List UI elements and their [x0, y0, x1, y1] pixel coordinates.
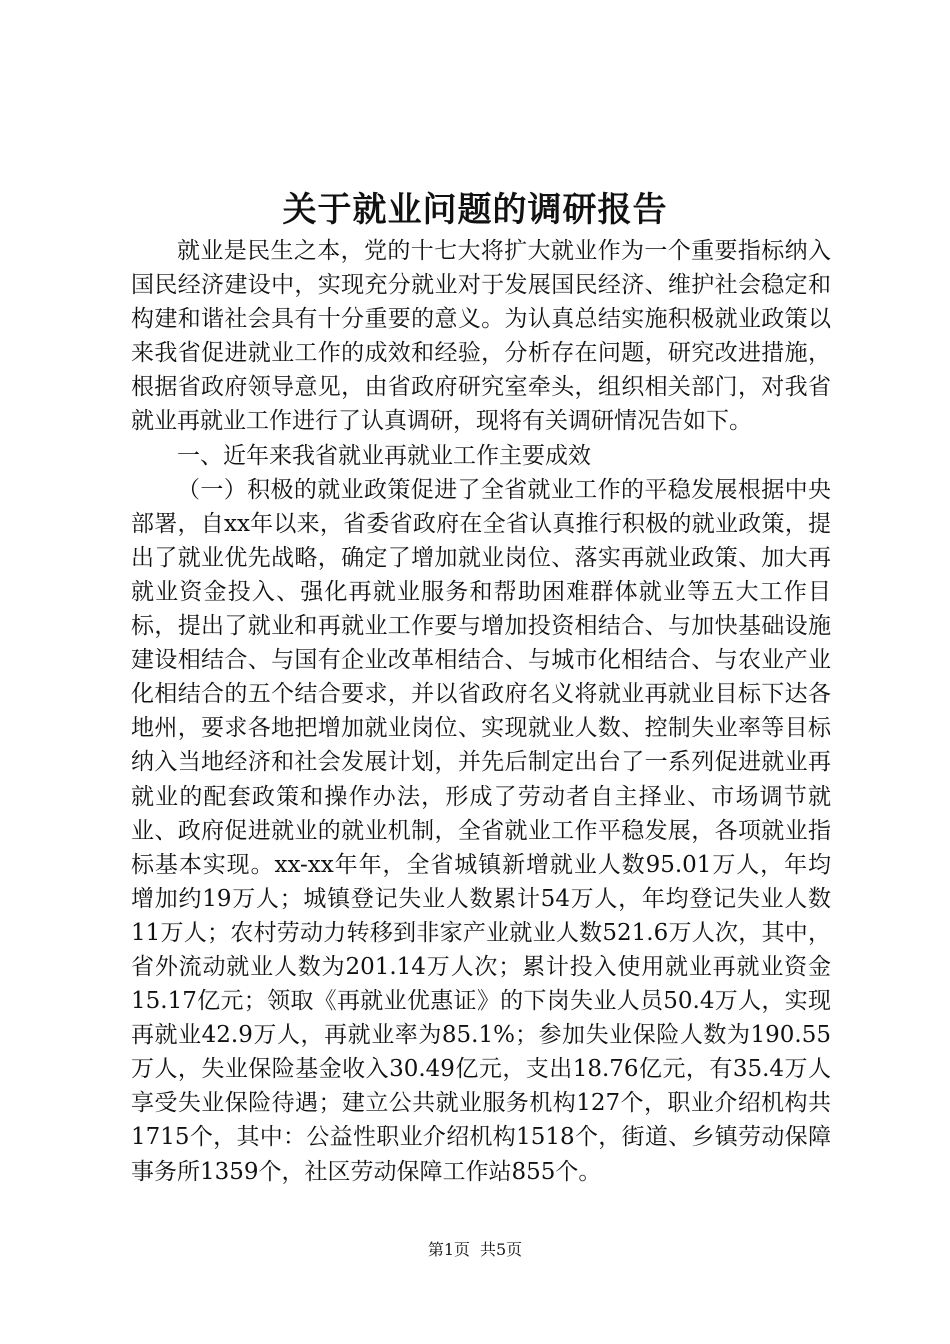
section-heading: 一、近年来我省就业再就业工作主要成效 — [177, 442, 591, 469]
page-number: 第1页 — [427, 1240, 470, 1259]
page-footer — [0, 1238, 950, 1262]
body-paragraph: （一）积极的就业政策促进了全省就业工作的平稳发展根据中央部署，自xx年以来，省委省政府在全省认真推行积极的就业政策，提出了就业优先战略，确定了增加就业岗位、落实再就业政策、加大再就业资金投入、强化再就业服务和帮助困难群体就业等五大工作目标，提出了就业和再就业工作要与增加投资相结合、与加快基础设施建设相结合、与国有企业改革相结合、与城市化相结合、与农业产业化相结合的五个结合要求，并以省政府名义将就业再就业目标下达各地州，要求各地把增加就业岗位、实现就业人数、控制失业率等目标纳入当地经济和社会发展计划，并先后制定出台了一系列促进就业再就业的配套政策和操作办法，形成了劳动者自主择业、市场调节就业、政府促进就业的就业机制，全省就业工作平稳发展，各项就业指标基本实现。xx-xx年年，全省城镇新增就业人数95.01万人，年均增加约19万人；城镇登记失业人数累计54万人，年均登记失业人数11万人；农村劳动力转移到非家产业就业人数521.6万人次，其中，省外流动就业人数为201.14万人次；累计投入使用就业再就业资金15.17亿元；领取《再就业优惠证》的下岗失业人员50.4万人，实现再就业42.9万人，再就业率为85.1%；参加失业保险人数为190.55万人，失业保险基金收入30.49亿元，支出18.76亿元，有35.4万人享受失业保险待遇；建立公共就业服务机构127个，职业介绍机构共1715个，其中：公益性职业介绍机构1518个，街道、乡镇劳动保障事务所1359个，社区劳动保障工作站855个。 — [131, 476, 831, 1185]
document-title: 关于就业问题的调研报告 — [282, 190, 668, 230]
page-total: 共5页 — [480, 1240, 523, 1259]
document-body — [131, 234, 831, 1189]
intro-paragraph: 就业是民生之本，党的十七大将扩大就业作为一个重要指标纳入国民经济建设中，实现充分就业对于发展国民经济、维护社会稳定和构建和谐社会具有十分重要的意义。为认真总结实施积极就业政策以来我省促进就业工作的成效和经验，分析存在问题，研究改进措施，根据省政府领导意见，由省政府研究室牵头，组织相关部门，对我省就业再就业工作进行了认真调研，现将有关调研情况告如下。 — [131, 238, 831, 435]
